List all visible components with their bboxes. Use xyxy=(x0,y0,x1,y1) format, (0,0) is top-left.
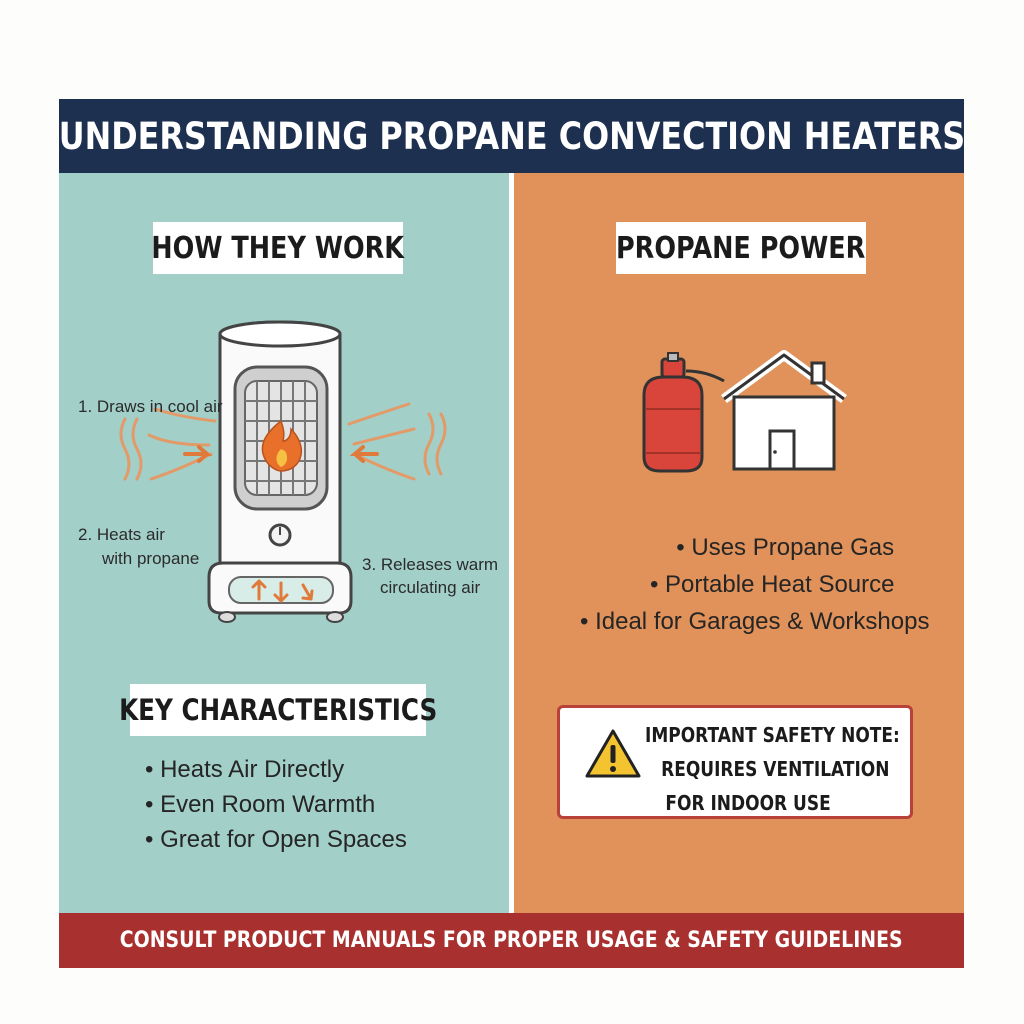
safety-note-line1: IMPORTANT SAFETY NOTE: xyxy=(645,723,900,747)
key-characteristics-heading: KEY CHARACTERISTICS xyxy=(118,693,438,727)
how-they-work-heading: HOW THEY WORK xyxy=(151,230,405,266)
step-2-label-line2: with propane xyxy=(102,549,200,568)
key-characteristics-list xyxy=(145,752,407,857)
step-3-label-line1: 3. Releases warm xyxy=(362,555,499,574)
cool-air-waves-left xyxy=(121,409,215,479)
safety-note-line2: REQUIRES VENTILATION xyxy=(661,757,890,781)
house-icon xyxy=(724,355,844,469)
propane-power-heading-box xyxy=(616,222,866,274)
safety-note-line3: FOR INDOOR USE xyxy=(665,791,831,815)
propane-power-list xyxy=(580,529,929,640)
list-item: • Even Room Warmth xyxy=(145,787,407,822)
list-item: • Great for Open Spaces xyxy=(145,822,407,857)
key-characteristics-heading-box xyxy=(118,684,438,736)
page-title: UNDERSTANDING PROPANE CONVECTION HEATERS xyxy=(58,114,965,158)
how-they-work-heading-box xyxy=(153,222,403,274)
infographic xyxy=(59,99,964,968)
safety-note xyxy=(557,705,913,819)
step-1-label: 1. Draws in cool air xyxy=(78,397,223,416)
warning-icon xyxy=(584,728,642,780)
cool-air-waves-right xyxy=(349,404,445,479)
arrow-in-left xyxy=(185,447,207,461)
step-3-label-line2: circulating air xyxy=(380,578,481,597)
step-2-label-line1: 2. Heats air xyxy=(78,525,165,544)
safety-note-text xyxy=(645,718,900,820)
list-item: • Heats Air Directly xyxy=(145,752,407,787)
propane-power-heading: PROPANE POWER xyxy=(616,230,866,266)
header-banner xyxy=(59,99,964,173)
propane-house-illustration xyxy=(634,349,844,479)
list-item: • Uses Propane Gas xyxy=(580,529,929,566)
list-item: • Ideal for Garages & Workshops xyxy=(580,603,929,640)
footer-text: CONSULT PRODUCT MANUALS FOR PROPER USAGE & SAFETY GUIDELINES xyxy=(120,928,903,953)
footer-banner xyxy=(59,913,964,968)
list-item: • Portable Heat Source xyxy=(580,566,929,603)
